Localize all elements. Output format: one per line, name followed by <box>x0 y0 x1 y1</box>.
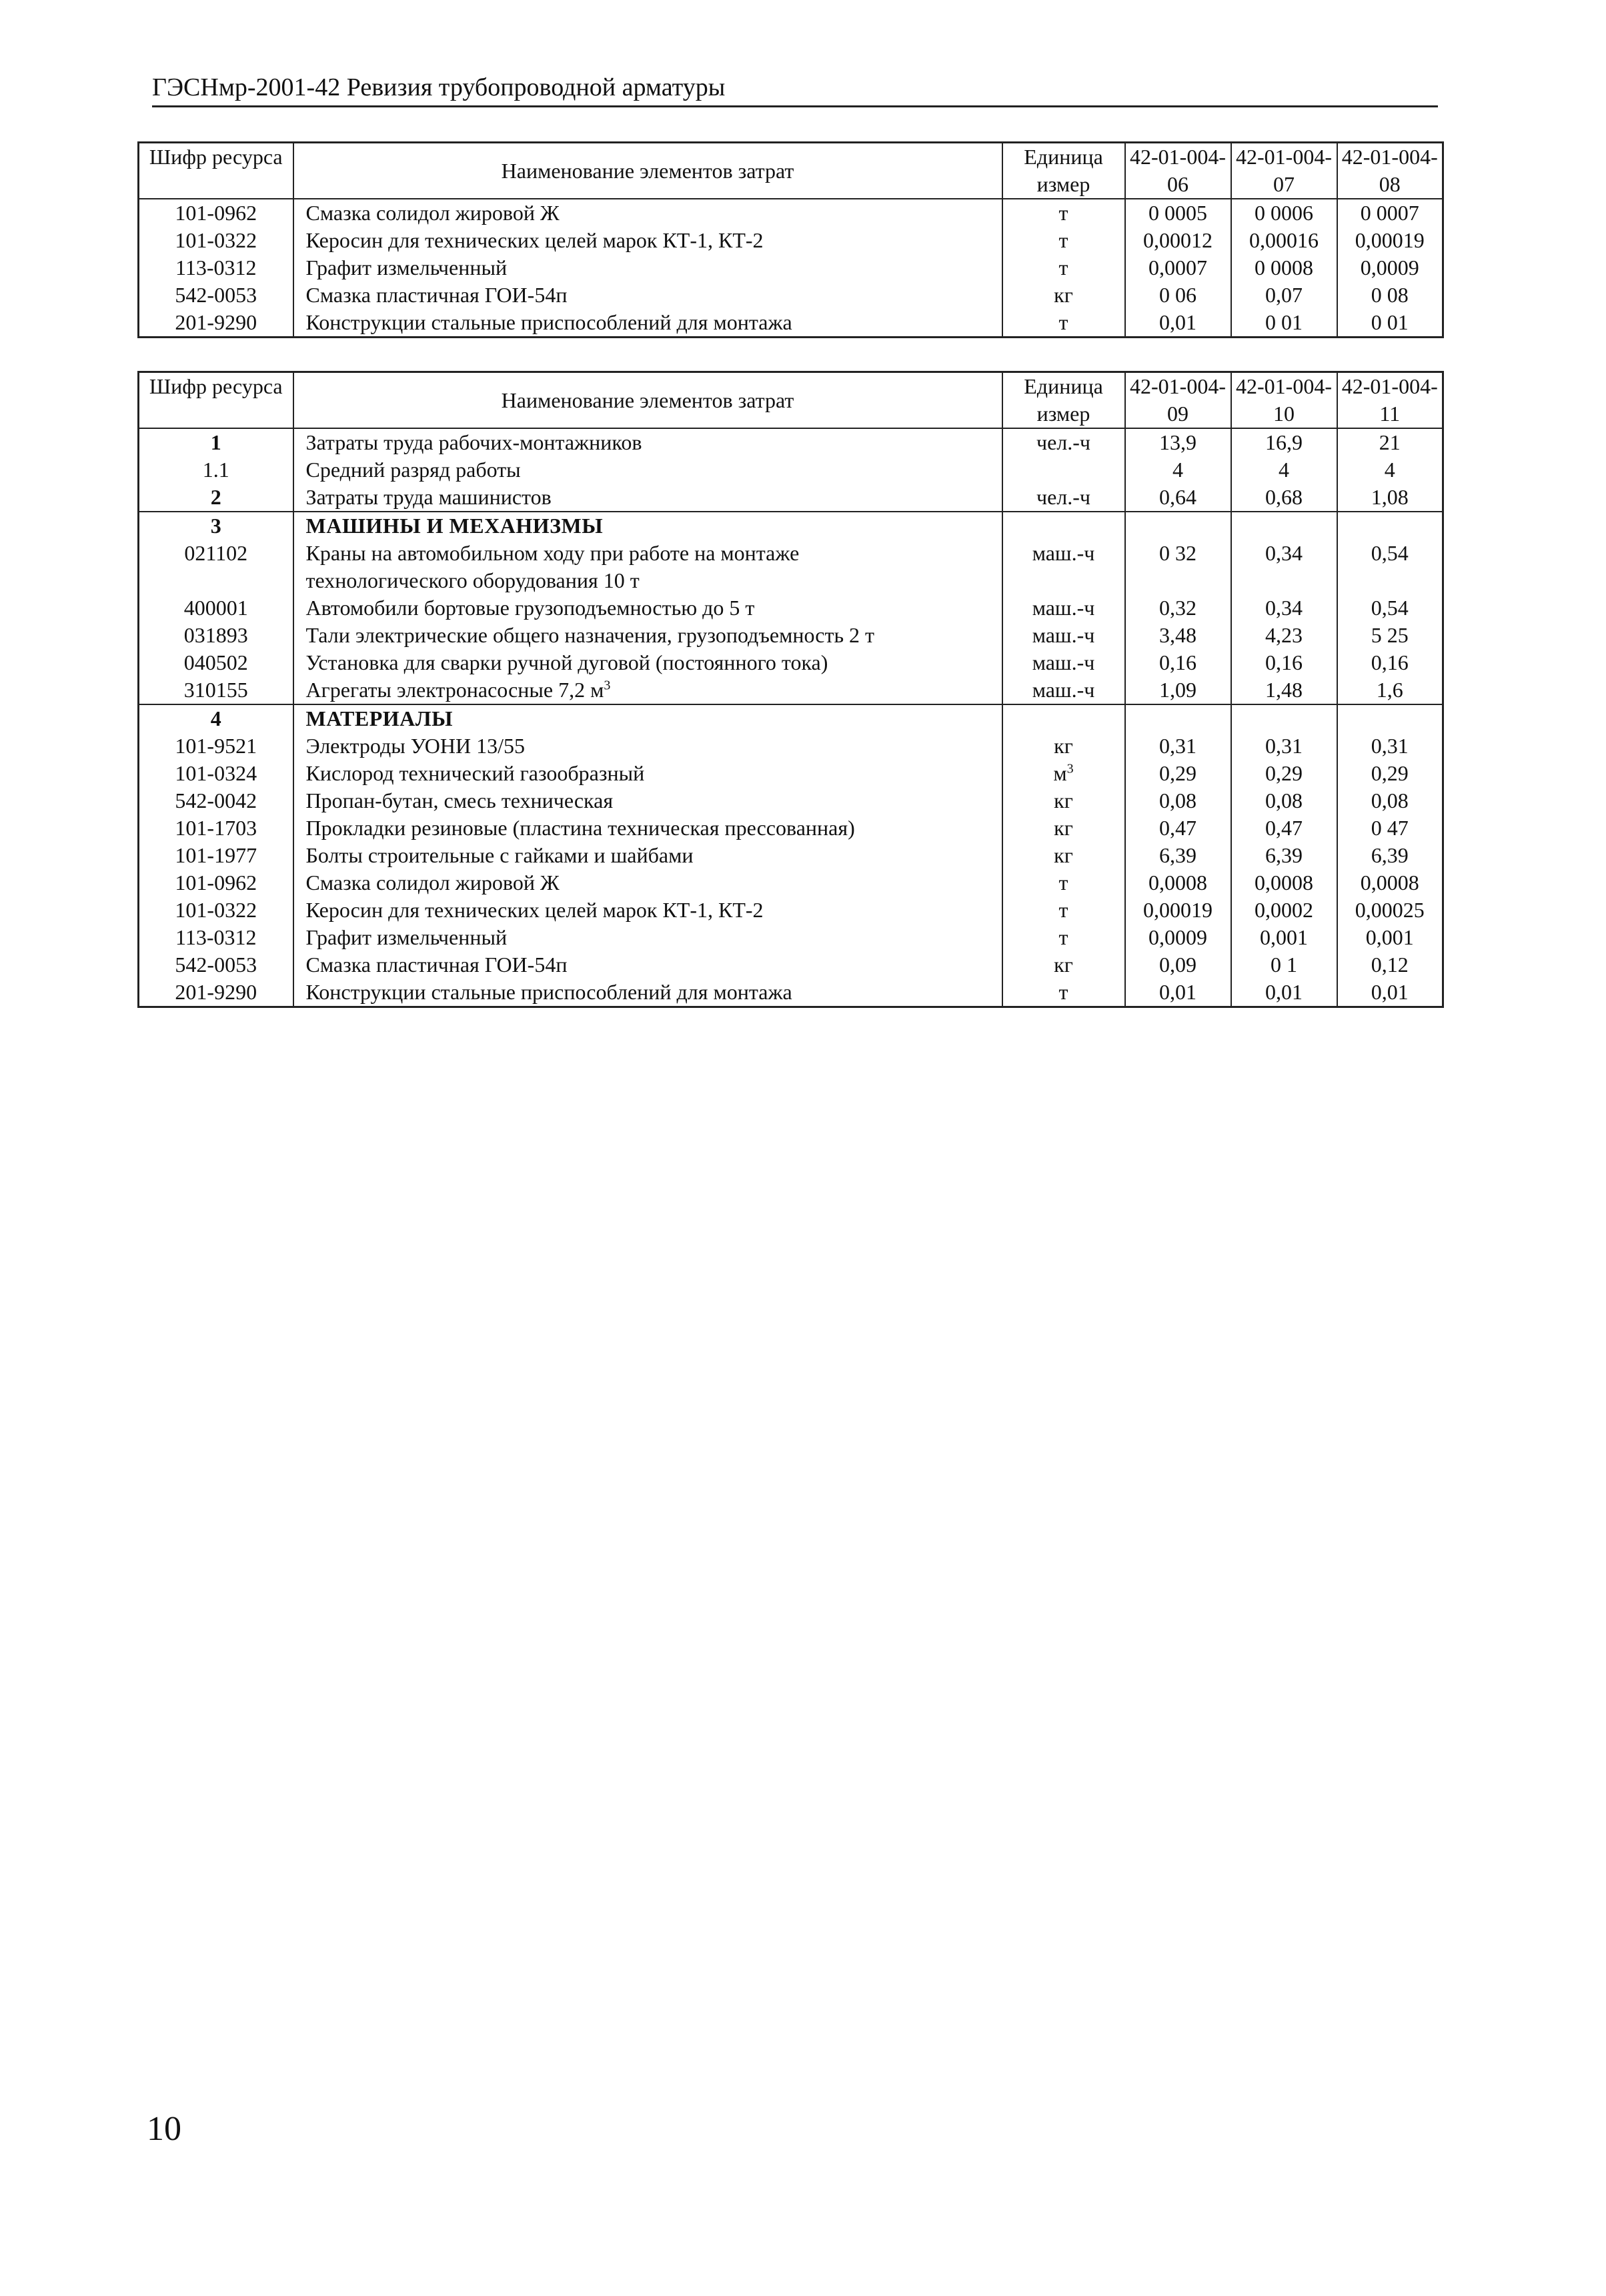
resource-unit <box>1002 512 1125 540</box>
column-header-code: Шифр ресурса <box>139 143 293 199</box>
section-row <box>139 512 1443 540</box>
resource-code: 1.1 <box>139 456 293 484</box>
resource-name: Затраты труда машинистов <box>293 484 1002 512</box>
table-row <box>139 456 1443 484</box>
value-norm-1: 0,16 <box>1125 649 1231 676</box>
value-norm-3: 0,001 <box>1337 924 1443 951</box>
resource-code: 101-1977 <box>139 842 293 869</box>
resource-unit: т <box>1002 254 1125 281</box>
table-row <box>139 897 1443 924</box>
resource-code: 542-0053 <box>139 281 293 309</box>
resource-name: Средний разряд работы <box>293 456 1002 484</box>
value-norm-3 <box>1337 704 1443 732</box>
value-norm-3: 0,31 <box>1337 732 1443 760</box>
table-row <box>139 924 1443 951</box>
resource-unit: кг <box>1002 281 1125 309</box>
column-header-norm-3: 42-01-004-08 <box>1337 143 1443 199</box>
table-header-row <box>139 143 1443 199</box>
value-norm-3 <box>1337 512 1443 540</box>
unit-text: м <box>1053 761 1067 785</box>
value-norm-2: 0 01 <box>1231 309 1337 338</box>
value-norm-3: 0,01 <box>1337 979 1443 1007</box>
resource-code: 101-0322 <box>139 227 293 254</box>
value-norm-2: 4,23 <box>1231 622 1337 649</box>
value-norm-2: 0,00016 <box>1231 227 1337 254</box>
resource-name: Пропан-бутан, смесь техническая <box>293 787 1002 814</box>
resource-code: 310155 <box>139 676 293 704</box>
value-norm-1: 0 06 <box>1125 281 1231 309</box>
table-row <box>139 842 1443 869</box>
section-code: 3 <box>139 512 293 540</box>
resource-name: Конструкции стальные приспособлений для монтажа <box>293 979 1002 1007</box>
value-norm-3: 0,0008 <box>1337 869 1443 897</box>
value-norm-3: 0 0007 <box>1337 199 1443 227</box>
value-norm-2: 0,07 <box>1231 281 1337 309</box>
resource-name: Прокладки резиновые (пластина техническая прессованная) <box>293 814 1002 842</box>
resource-name: Конструкции стальные приспособлений для монтажа <box>293 309 1002 338</box>
column-header-unit: Единица измер <box>1002 372 1125 429</box>
resource-name: Автомобили бортовые грузоподъемностью до 5 т <box>293 594 1002 622</box>
resource-name: Смазка пластичная ГОИ-54п <box>293 281 1002 309</box>
table-row <box>139 484 1443 512</box>
table-row <box>139 281 1443 309</box>
value-norm-2: 0,31 <box>1231 732 1337 760</box>
column-header-code: Шифр ресурса <box>139 372 293 429</box>
resource-code: 542-0042 <box>139 787 293 814</box>
resource-unit <box>1002 760 1125 787</box>
resource-name: Болты строительные с гайками и шайбами <box>293 842 1002 869</box>
resource-unit: т <box>1002 869 1125 897</box>
table-row <box>139 979 1443 1007</box>
column-header-name: Наименование элементов затрат <box>293 372 1002 429</box>
value-norm-2: 0,68 <box>1231 484 1337 512</box>
table-row <box>139 428 1443 456</box>
resource-unit: кг <box>1002 951 1125 979</box>
table-row <box>139 760 1443 787</box>
resource-name: Керосин для технических целей марок КТ-1, КТ-2 <box>293 227 1002 254</box>
value-norm-3: 0,54 <box>1337 594 1443 622</box>
value-norm-2: 0,47 <box>1231 814 1337 842</box>
resource-code: 542-0053 <box>139 951 293 979</box>
value-norm-1: 0,29 <box>1125 760 1231 787</box>
resource-unit: т <box>1002 924 1125 951</box>
value-norm-2 <box>1231 512 1337 540</box>
value-norm-1: 0,0009 <box>1125 924 1231 951</box>
resource-code: 2 <box>139 484 293 512</box>
section-row <box>139 704 1443 732</box>
resource-name: Смазка пластичная ГОИ-54п <box>293 951 1002 979</box>
value-norm-1: 0,00012 <box>1125 227 1231 254</box>
value-norm-2: 16,9 <box>1231 428 1337 456</box>
value-norm-2: 0,001 <box>1231 924 1337 951</box>
table-row <box>139 622 1443 649</box>
value-norm-2: 0,34 <box>1231 540 1337 594</box>
resource-code: 1 <box>139 428 293 456</box>
table-row <box>139 199 1443 227</box>
value-norm-1: 3,48 <box>1125 622 1231 649</box>
column-header-norm-1: 42-01-004-06 <box>1125 143 1231 199</box>
section-title: МАШИНЫ И МЕХАНИЗМЫ <box>293 512 1002 540</box>
value-norm-1: 0,47 <box>1125 814 1231 842</box>
resource-code: 021102 <box>139 540 293 594</box>
resource-code: 040502 <box>139 649 293 676</box>
resource-name: Электроды УОНИ 13/55 <box>293 732 1002 760</box>
column-header-unit: Единица измер <box>1002 143 1125 199</box>
resource-name: Графит измельченный <box>293 924 1002 951</box>
resource-unit: т <box>1002 199 1125 227</box>
value-norm-2: 0,08 <box>1231 787 1337 814</box>
value-norm-1: 0,64 <box>1125 484 1231 512</box>
resource-table-1 <box>137 141 1444 338</box>
value-norm-3: 0,00019 <box>1337 227 1443 254</box>
page-header <box>152 72 1438 107</box>
resource-unit: чел.-ч <box>1002 428 1125 456</box>
value-norm-3: 0,00025 <box>1337 897 1443 924</box>
value-norm-3: 0,29 <box>1337 760 1443 787</box>
value-norm-2 <box>1231 704 1337 732</box>
resource-name: Смазка солидол жировой Ж <box>293 869 1002 897</box>
resource-unit: кг <box>1002 814 1125 842</box>
resource-code: 101-9521 <box>139 732 293 760</box>
table-row <box>139 594 1443 622</box>
resource-unit: маш.-ч <box>1002 676 1125 704</box>
value-norm-3: 5 25 <box>1337 622 1443 649</box>
value-norm-1 <box>1125 512 1231 540</box>
superscript: 3 <box>1066 761 1074 776</box>
table-row <box>139 814 1443 842</box>
value-norm-1: 1,09 <box>1125 676 1231 704</box>
value-norm-1: 0,31 <box>1125 732 1231 760</box>
resource-code: 101-0324 <box>139 760 293 787</box>
column-header-norm-2: 42-01-004-07 <box>1231 143 1337 199</box>
document-title: ГЭСНмр-2001-42 Ревизия трубопроводной арматуры <box>152 73 726 101</box>
value-norm-2: 0 0006 <box>1231 199 1337 227</box>
resource-unit <box>1002 456 1125 484</box>
resource-code: 201-9290 <box>139 309 293 338</box>
resource-name: Тали электрические общего назначения, грузоподъемность 2 т <box>293 622 1002 649</box>
value-norm-3: 0 01 <box>1337 309 1443 338</box>
value-norm-1: 0 32 <box>1125 540 1231 594</box>
resource-name: Краны на автомобильном ходу при работе на монтаже технологического оборудования 10 т <box>293 540 1002 594</box>
table-row <box>139 676 1443 704</box>
value-norm-3: 0,16 <box>1337 649 1443 676</box>
value-norm-2: 0,29 <box>1231 760 1337 787</box>
value-norm-1: 0,01 <box>1125 309 1231 338</box>
value-norm-2: 0,01 <box>1231 979 1337 1007</box>
value-norm-2: 0,34 <box>1231 594 1337 622</box>
value-norm-3: 0,0009 <box>1337 254 1443 281</box>
value-norm-3: 0 47 <box>1337 814 1443 842</box>
value-norm-2: 1,48 <box>1231 676 1337 704</box>
resource-unit: т <box>1002 897 1125 924</box>
value-norm-1: 0,08 <box>1125 787 1231 814</box>
value-norm-1: 0,0007 <box>1125 254 1231 281</box>
value-norm-3: 1,08 <box>1337 484 1443 512</box>
resource-code: 101-0322 <box>139 897 293 924</box>
value-norm-3: 0,54 <box>1337 540 1443 594</box>
table-row <box>139 540 1443 594</box>
value-norm-2: 0,0002 <box>1231 897 1337 924</box>
resource-name: Кислород технический газообразный <box>293 760 1002 787</box>
value-norm-2: 0,0008 <box>1231 869 1337 897</box>
resource-name: Графит измельченный <box>293 254 1002 281</box>
resource-code: 113-0312 <box>139 254 293 281</box>
value-norm-3: 0 08 <box>1337 281 1443 309</box>
resource-unit: маш.-ч <box>1002 649 1125 676</box>
table-row <box>139 951 1443 979</box>
resource-name <box>293 676 1002 704</box>
resource-code: 201-9290 <box>139 979 293 1007</box>
table-row <box>139 227 1443 254</box>
value-norm-1: 0,00019 <box>1125 897 1231 924</box>
value-norm-3: 0,12 <box>1337 951 1443 979</box>
value-norm-1: 0 0005 <box>1125 199 1231 227</box>
resource-code: 113-0312 <box>139 924 293 951</box>
value-norm-1: 0,01 <box>1125 979 1231 1007</box>
resource-unit <box>1002 704 1125 732</box>
value-norm-2: 4 <box>1231 456 1337 484</box>
table-row <box>139 787 1443 814</box>
resource-unit: т <box>1002 979 1125 1007</box>
value-norm-3: 4 <box>1337 456 1443 484</box>
resource-unit: кг <box>1002 842 1125 869</box>
value-norm-3: 21 <box>1337 428 1443 456</box>
value-norm-1: 0,0008 <box>1125 869 1231 897</box>
resource-code: 101-1703 <box>139 814 293 842</box>
page-number: 10 <box>147 2110 181 2148</box>
resource-unit: маш.-ч <box>1002 540 1125 594</box>
value-norm-2: 6,39 <box>1231 842 1337 869</box>
resource-name: Установка для сварки ручной дуговой (постоянного тока) <box>293 649 1002 676</box>
resource-code: 101-0962 <box>139 869 293 897</box>
resource-code: 101-0962 <box>139 199 293 227</box>
resource-name: Затраты труда рабочих-монтажников <box>293 428 1002 456</box>
resource-name: Смазка солидол жировой Ж <box>293 199 1002 227</box>
table-row <box>139 254 1443 281</box>
value-norm-3: 1,6 <box>1337 676 1443 704</box>
value-norm-3: 6,39 <box>1337 842 1443 869</box>
table-row <box>139 732 1443 760</box>
column-header-name: Наименование элементов затрат <box>293 143 1002 199</box>
table-row <box>139 309 1443 338</box>
table-header-row <box>139 372 1443 429</box>
value-norm-2: 0 0008 <box>1231 254 1337 281</box>
column-header-norm-1: 42-01-004-09 <box>1125 372 1231 429</box>
resource-name: Керосин для технических целей марок КТ-1, КТ-2 <box>293 897 1002 924</box>
resource-unit: кг <box>1002 787 1125 814</box>
resource-unit: кг <box>1002 732 1125 760</box>
value-norm-1: 4 <box>1125 456 1231 484</box>
section-title: МАТЕРИАЛЫ <box>293 704 1002 732</box>
resource-unit: т <box>1002 227 1125 254</box>
value-norm-1: 0,32 <box>1125 594 1231 622</box>
table-row <box>139 869 1443 897</box>
value-norm-2: 0,16 <box>1231 649 1337 676</box>
resource-name-text: Агрегаты электронасосные 7,2 м <box>305 678 604 702</box>
resource-code: 400001 <box>139 594 293 622</box>
table-row <box>139 649 1443 676</box>
resource-unit: маш.-ч <box>1002 622 1125 649</box>
superscript: 3 <box>604 678 611 693</box>
value-norm-3: 0,08 <box>1337 787 1443 814</box>
resource-table-2 <box>137 371 1444 1008</box>
resource-unit: т <box>1002 309 1125 338</box>
column-header-norm-3: 42-01-004-11 <box>1337 372 1443 429</box>
value-norm-2: 0 1 <box>1231 951 1337 979</box>
value-norm-1: 6,39 <box>1125 842 1231 869</box>
value-norm-1: 0,09 <box>1125 951 1231 979</box>
value-norm-1: 13,9 <box>1125 428 1231 456</box>
resource-code: 031893 <box>139 622 293 649</box>
resource-unit: маш.-ч <box>1002 594 1125 622</box>
section-code: 4 <box>139 704 293 732</box>
column-header-norm-2: 42-01-004-10 <box>1231 372 1337 429</box>
value-norm-1 <box>1125 704 1231 732</box>
resource-unit: чел.-ч <box>1002 484 1125 512</box>
